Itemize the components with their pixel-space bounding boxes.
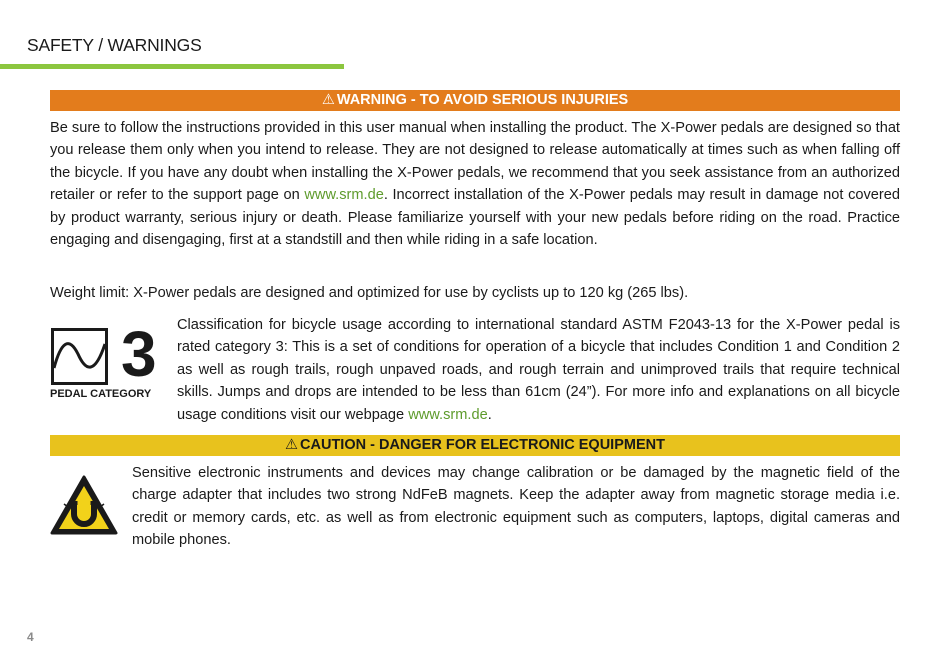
page-title: SAFETY / WARNINGS: [27, 35, 202, 55]
caution-paragraph: Sensitive electronic instruments and devices may change calibration or be damaged by the magnetic field of the charge adapter that includes two strong NdFeB magnets. Keep the adapter away from magnetic storage media i.e. credit or memory cards, etc. as well as from electronic equipment such as computers, laptops, digital cameras and mobile phones.: [132, 465, 900, 549]
warning-text-part-1: Be sure to follow the instructions provided in this user manual when installing the product. The X-Power pedals are designed so that you release them only when you intend to release. They are not designed to release automatically at times such as when falling off the bicycle. If you have any doubt when installing the X-Power pedals, we recommend that you seek assistance from an authorized retailer or refer to the support page on: [50, 120, 900, 204]
caution-triangle-icon: ⚠: [285, 437, 299, 453]
srm-link-warning[interactable]: www.srm.de: [304, 187, 384, 204]
caution-title: CAUTION - DANGER FOR ELECTRONIC EQUIPMENT: [300, 437, 665, 453]
warning-text-part-2: . Incorrect installation of the X-Power pedals may result in damage not covered by product warranty, serious injury or death. Please familiarize yourself with your new pedals before riding on the road. Practice engaging and disengaging, first at a standstill and then while riding in a safe location.: [50, 187, 900, 249]
weight-limit-text: Weight limit: X-Power pedals are designed and optimized for use by cyclists up to 120 kg (265 lbs).: [50, 285, 689, 301]
warning-title: WARNING - TO AVOID SERIOUS INJURIES: [336, 92, 629, 108]
srm-link-classification[interactable]: www.srm.de: [408, 406, 488, 423]
page-number: 4: [27, 630, 34, 644]
magnet-warning-icon: [50, 474, 118, 536]
warning-banner: [50, 90, 900, 111]
warning-paragraph: [50, 117, 900, 251]
classification-text-part-2: .: [487, 406, 492, 423]
classification-paragraph: [177, 314, 900, 426]
pedal-category-label: PEDAL CATEGORY: [50, 388, 152, 400]
pedal-category-wave-icon: [51, 328, 108, 385]
title-underline: [0, 64, 344, 69]
warning-triangle-icon: ⚠: [321, 92, 335, 108]
classification-text-part-1: Classification for bicycle usage according to international standard ASTM F2043-13 for the X-Power pedal is rated category 3: This is a set of conditions for operation of a bicycle that includes Condition 1 and Condition 2 as well as rough trails, rough unpaved roads, and rough terrain and unimproved trails that require technical skills. Jumps and drops are intended to be less than 61cm (24”). For more info and explanations on all bicycle usage conditions visit our webpage: [177, 317, 900, 423]
pedal-category-number: 3: [121, 318, 157, 390]
pedal-category-badge: [49, 318, 164, 405]
caution-banner: [50, 435, 900, 456]
